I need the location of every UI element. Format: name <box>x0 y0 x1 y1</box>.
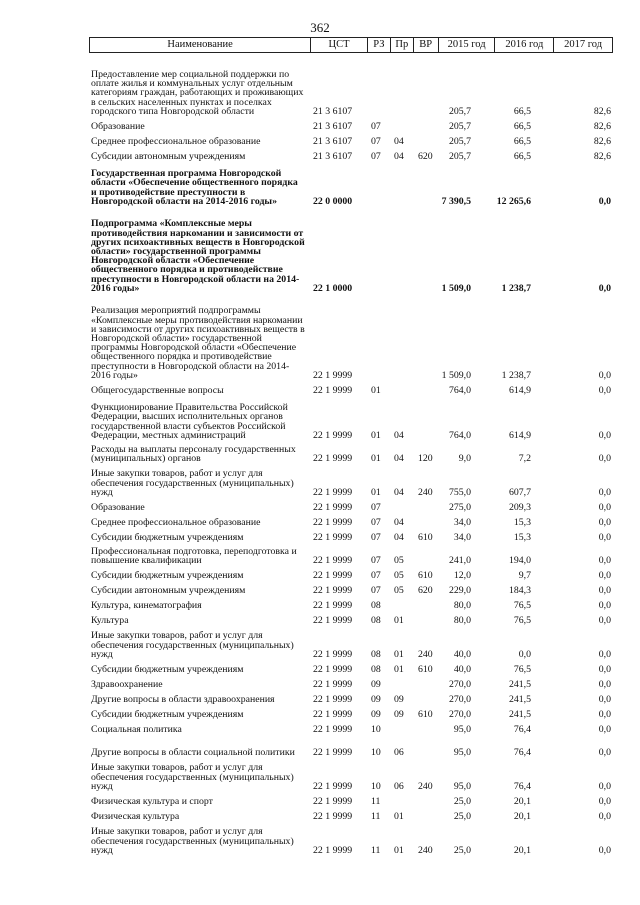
cell-rz: 11 <box>371 810 381 822</box>
table-row <box>89 293 613 380</box>
cell-pr: 06 <box>394 746 404 758</box>
cell-rz: 01 <box>371 429 381 441</box>
table-header <box>89 37 613 53</box>
cell-pr: 01 <box>394 648 404 660</box>
cell-y2017: 82,6 <box>593 105 611 117</box>
cell-y2016: 20,1 <box>513 795 531 807</box>
cell-y2015: 95,0 <box>453 723 471 735</box>
cell-rz: 07 <box>371 554 381 566</box>
cell-y2017: 0,0 <box>598 516 611 528</box>
cell-y2016: 209,3 <box>508 501 531 513</box>
cell-rz: 01 <box>371 452 381 464</box>
cell-vr: 610 <box>418 663 433 675</box>
cell-vr: 610 <box>418 569 433 581</box>
cell-name: Среднее профессиональное образование <box>91 516 261 528</box>
cell-rz: 10 <box>371 723 381 735</box>
table-row <box>89 565 613 580</box>
cell-vr: 620 <box>418 584 433 596</box>
cell-y2015: 205,7 <box>448 150 471 162</box>
cell-cst: 22 1 9999 <box>313 844 353 856</box>
cell-y2015: 25,0 <box>453 844 471 856</box>
cell-vr: 240 <box>418 844 433 856</box>
table-row <box>89 395 613 440</box>
cell-pr: 05 <box>394 554 404 566</box>
cell-cst: 22 1 9999 <box>313 531 353 543</box>
table-row <box>89 146 613 161</box>
cell-vr: 610 <box>418 708 433 720</box>
cell-name: Социальная политика <box>91 723 182 735</box>
cell-y2016: 76,5 <box>513 614 531 626</box>
cell-rz: 01 <box>371 384 381 396</box>
cell-y2016: 0,0 <box>518 648 531 660</box>
cell-y2017: 0,0 <box>598 195 611 207</box>
cell-y2015: 205,7 <box>448 105 471 117</box>
cell-y2016: 607,7 <box>508 486 531 498</box>
cell-cst: 22 1 9999 <box>313 501 353 513</box>
table-row <box>89 610 613 625</box>
cell-y2015: 270,0 <box>448 708 471 720</box>
cell-y2017: 0,0 <box>598 599 611 611</box>
cell-name: Субсидии бюджетным учреждениям <box>91 708 244 720</box>
cell-name: Иные закупки товаров, работ и услуг для обеспечения государственных (муниципальных) нужд <box>91 826 294 856</box>
cell-y2016: 76,4 <box>513 723 531 735</box>
cell-y2015: 34,0 <box>453 531 471 543</box>
cell-name: Иные закупки товаров, работ и услуг для обеспечения государственных (муниципальных) нужд <box>91 762 294 792</box>
cell-y2016: 20,1 <box>513 844 531 856</box>
cell-name: Здравоохранение <box>91 678 163 690</box>
cell-y2017: 0,0 <box>598 452 611 464</box>
table-row <box>89 719 613 734</box>
budget-table <box>89 37 613 856</box>
cell-cst: 22 1 0000 <box>313 282 353 294</box>
cell-pr: 09 <box>394 693 404 705</box>
cell-y2015: 80,0 <box>453 614 471 626</box>
cell-y2016: 1 238,7 <box>501 369 531 381</box>
cell-pr: 01 <box>394 810 404 822</box>
cell-y2016: 194,0 <box>508 554 531 566</box>
cell-name: Культура, кинематография <box>91 599 202 611</box>
cell-y2015: 270,0 <box>448 693 471 705</box>
cell-rz: 09 <box>371 678 381 690</box>
cell-rz: 01 <box>371 486 381 498</box>
table-row <box>89 791 613 806</box>
cell-y2017: 0,0 <box>598 584 611 596</box>
cell-rz: 08 <box>371 614 381 626</box>
cell-pr: 01 <box>394 663 404 675</box>
cell-y2015: 275,0 <box>448 501 471 513</box>
cell-name: Функционирование Правительства Российской Федерации, высших исполнительных органов государственной власти субъектов Российской Федерации, местных администраций <box>91 402 288 441</box>
cell-pr: 04 <box>394 429 404 441</box>
cell-cst: 22 1 9999 <box>313 693 353 705</box>
cell-vr: 240 <box>418 648 433 660</box>
cell-cst: 21 3 6107 <box>313 120 353 132</box>
cell-rz: 07 <box>371 569 381 581</box>
cell-rz: 10 <box>371 746 381 758</box>
cell-y2016: 66,5 <box>513 135 531 147</box>
cell-y2015: 34,0 <box>453 516 471 528</box>
table-row <box>89 734 613 757</box>
cell-y2015: 1 509,0 <box>441 282 471 294</box>
cell-name: Субсидии автономным учреждениям <box>91 584 246 596</box>
cell-y2015: 12,0 <box>453 569 471 581</box>
cell-name: Иные закупки товаров, работ и услуг для обеспечения государственных (муниципальных) нужд <box>91 630 294 660</box>
cell-cst: 21 3 6107 <box>313 135 353 147</box>
cell-y2015: 25,0 <box>453 810 471 822</box>
cell-cst: 22 1 9999 <box>313 663 353 675</box>
header-vr: ВР <box>414 38 439 52</box>
cell-y2015: 205,7 <box>448 135 471 147</box>
header-name: Наименование <box>90 38 311 52</box>
cell-rz: 08 <box>371 599 381 611</box>
cell-rz: 11 <box>371 795 381 807</box>
cell-y2017: 0,0 <box>598 708 611 720</box>
cell-rz: 07 <box>371 501 381 513</box>
table-row <box>89 580 613 595</box>
cell-y2017: 0,0 <box>598 723 611 735</box>
cell-y2016: 241,5 <box>508 693 531 705</box>
cell-pr: 05 <box>394 584 404 596</box>
cell-name: Субсидии автономным учреждениям <box>91 150 246 162</box>
table-row <box>89 821 613 855</box>
cell-y2016: 241,5 <box>508 708 531 720</box>
cell-y2016: 1 238,7 <box>501 282 531 294</box>
table-row <box>89 757 613 791</box>
cell-cst: 22 1 9999 <box>313 780 353 792</box>
table-row <box>89 512 613 527</box>
cell-cst: 22 1 9999 <box>313 429 353 441</box>
cell-y2015: 40,0 <box>453 663 471 675</box>
table-row <box>89 689 613 704</box>
cell-y2015: 95,0 <box>453 780 471 792</box>
table-row <box>89 463 613 497</box>
cell-y2016: 12 265,6 <box>496 195 531 207</box>
cell-name: Физическая культура и спорт <box>91 795 213 807</box>
cell-y2016: 614,9 <box>508 384 531 396</box>
cell-y2016: 241,5 <box>508 678 531 690</box>
cell-cst: 22 1 9999 <box>313 708 353 720</box>
cell-y2016: 66,5 <box>513 105 531 117</box>
header-rz: РЗ <box>368 38 391 52</box>
cell-y2017: 0,0 <box>598 569 611 581</box>
cell-rz: 07 <box>371 531 381 543</box>
cell-cst: 22 1 9999 <box>313 486 353 498</box>
header-pr: Пр <box>391 38 414 52</box>
cell-cst: 22 1 9999 <box>313 795 353 807</box>
table-row <box>89 674 613 689</box>
cell-cst: 22 1 9999 <box>313 599 353 611</box>
cell-rz: 07 <box>371 120 381 132</box>
cell-y2017: 0,0 <box>598 554 611 566</box>
cell-cst: 21 3 6107 <box>313 105 353 117</box>
cell-y2017: 0,0 <box>598 486 611 498</box>
cell-cst: 22 0 0000 <box>313 195 353 207</box>
cell-cst: 22 1 9999 <box>313 746 353 758</box>
cell-cst: 22 1 9999 <box>313 584 353 596</box>
cell-name: Образование <box>91 120 145 132</box>
cell-pr: 04 <box>394 150 404 162</box>
cell-rz: 09 <box>371 708 381 720</box>
cell-y2017: 0,0 <box>598 795 611 807</box>
cell-name: Другие вопросы в области здравоохранения <box>91 693 275 705</box>
cell-pr: 04 <box>394 135 404 147</box>
cell-pr: 04 <box>394 486 404 498</box>
cell-y2017: 0,0 <box>598 678 611 690</box>
cell-name: Образование <box>91 501 145 513</box>
cell-cst: 22 1 9999 <box>313 516 353 528</box>
cell-name: Общегосударственные вопросы <box>91 384 224 396</box>
cell-y2016: 15,3 <box>513 531 531 543</box>
cell-rz: 08 <box>371 648 381 660</box>
cell-vr: 620 <box>418 150 433 162</box>
cell-y2017: 0,0 <box>598 663 611 675</box>
cell-cst: 22 1 9999 <box>313 678 353 690</box>
table-row <box>89 206 613 293</box>
cell-cst: 22 1 9999 <box>313 369 353 381</box>
cell-name: Субсидии бюджетным учреждениям <box>91 531 244 543</box>
cell-y2016: 66,5 <box>513 150 531 162</box>
cell-y2016: 614,9 <box>508 429 531 441</box>
table-row <box>89 380 613 395</box>
cell-y2017: 0,0 <box>598 282 611 294</box>
cell-rz: 07 <box>371 135 381 147</box>
table-row <box>89 625 613 659</box>
cell-y2015: 95,0 <box>453 746 471 758</box>
cell-pr: 04 <box>394 531 404 543</box>
cell-name: Среднее профессиональное образование <box>91 135 261 147</box>
table-row <box>89 440 613 463</box>
cell-pr: 05 <box>394 569 404 581</box>
cell-rz: 11 <box>371 844 381 856</box>
cell-pr: 01 <box>394 844 404 856</box>
cell-cst: 22 1 9999 <box>313 810 353 822</box>
table-row <box>89 116 613 131</box>
cell-cst: 22 1 9999 <box>313 554 353 566</box>
cell-y2017: 82,6 <box>593 120 611 132</box>
cell-y2017: 0,0 <box>598 810 611 822</box>
cell-y2017: 0,0 <box>598 531 611 543</box>
cell-rz: 07 <box>371 150 381 162</box>
cell-pr: 06 <box>394 780 404 792</box>
cell-y2016: 76,4 <box>513 780 531 792</box>
cell-y2017: 0,0 <box>598 780 611 792</box>
cell-y2015: 764,0 <box>448 429 471 441</box>
cell-y2017: 0,0 <box>598 648 611 660</box>
header-2015: 2015 год <box>439 38 496 52</box>
cell-y2017: 0,0 <box>598 614 611 626</box>
table-row <box>89 161 613 206</box>
cell-name: Субсидии бюджетным учреждениям <box>91 569 244 581</box>
cell-name: Профессиональная подготовка, переподготовка и повышение квалификации <box>91 545 297 566</box>
cell-y2017: 0,0 <box>598 429 611 441</box>
header-2017: 2017 год <box>564 39 603 50</box>
cell-rz: 08 <box>371 663 381 675</box>
cell-y2015: 9,0 <box>458 452 471 464</box>
cell-vr: 610 <box>418 531 433 543</box>
cell-y2015: 241,0 <box>448 554 471 566</box>
header-cst: ЦСТ <box>311 38 368 52</box>
cell-name: Другие вопросы в области социальной политики <box>91 746 295 758</box>
cell-name: Государственная программа Новгородской области «Обеспечение общественного порядка и противодействие преступности в Новгородской области на 2014-2016 годы» <box>91 168 298 207</box>
cell-name: Расходы на выплаты персоналу государственных (муниципальных) органов <box>91 443 296 464</box>
cell-y2016: 76,5 <box>513 599 531 611</box>
cell-name: Реализация мероприятий подпрограммы «Комплексные меры противодействия наркомании и зависимости от других психоактивных веществ в Новгородской области» государственной программы Новгородской области «Обеспечение общественного порядка и противодействие преступности в Новгородской области на 2014-2016 годы» <box>91 305 305 381</box>
cell-y2015: 40,0 <box>453 648 471 660</box>
cell-cst: 21 3 6107 <box>313 150 353 162</box>
cell-y2015: 755,0 <box>448 486 471 498</box>
cell-rz: 10 <box>371 780 381 792</box>
cell-cst: 22 1 9999 <box>313 723 353 735</box>
header-2016: 2016 год <box>495 38 554 52</box>
cell-y2015: 205,7 <box>448 120 471 132</box>
cell-cst: 22 1 9999 <box>313 648 353 660</box>
table-row <box>89 704 613 719</box>
cell-y2016: 15,3 <box>513 516 531 528</box>
cell-y2015: 1 509,0 <box>441 369 471 381</box>
table-row <box>89 659 613 674</box>
cell-cst: 22 1 9999 <box>313 569 353 581</box>
cell-y2015: 25,0 <box>453 795 471 807</box>
cell-name: Предоставление мер социальной поддержки по оплате жилья и коммунальных услуг отдельным категориям граждан, работающих и проживающих в сельских населенных пунктах и поселках городского типа Новгородской области <box>91 68 304 117</box>
cell-cst: 22 1 9999 <box>313 384 353 396</box>
cell-y2016: 20,1 <box>513 810 531 822</box>
cell-name: Культура <box>91 614 129 626</box>
cell-pr: 04 <box>394 452 404 464</box>
cell-pr: 01 <box>394 614 404 626</box>
cell-y2015: 270,0 <box>448 678 471 690</box>
cell-y2016: 184,3 <box>508 584 531 596</box>
cell-y2016: 7,2 <box>518 452 531 464</box>
cell-y2016: 66,5 <box>513 120 531 132</box>
cell-y2016: 76,4 <box>513 746 531 758</box>
cell-name: Субсидии бюджетным учреждениям <box>91 663 244 675</box>
cell-rz: 07 <box>371 584 381 596</box>
page-number: 362 <box>310 20 330 35</box>
cell-pr: 04 <box>394 516 404 528</box>
cell-name: Иные закупки товаров, работ и услуг для обеспечения государственных (муниципальных) нужд <box>91 468 294 498</box>
cell-y2015: 80,0 <box>453 599 471 611</box>
cell-y2017: 0,0 <box>598 746 611 758</box>
table-row <box>89 131 613 146</box>
cell-rz: 09 <box>371 693 381 705</box>
cell-y2016: 76,5 <box>513 663 531 675</box>
table-row <box>89 595 613 610</box>
cell-name: Подпрограмма «Комплексные меры противодействия наркомании и зависимости от других психоактивных веществ в Новгородской области» государственной программы Новгородской области «Обеспечение общественного порядка и противодействие преступности в Новгородской области на 2014-2016 годы» <box>91 218 305 294</box>
cell-vr: 240 <box>418 486 433 498</box>
table-row <box>89 806 613 821</box>
cell-y2017: 0,0 <box>598 384 611 396</box>
cell-y2016: 9,7 <box>518 569 531 581</box>
cell-y2015: 764,0 <box>448 384 471 396</box>
table-row <box>89 54 613 116</box>
table-row <box>89 542 613 565</box>
cell-y2017: 0,0 <box>598 844 611 856</box>
cell-y2017: 82,6 <box>593 135 611 147</box>
cell-name: Физическая культура <box>91 810 180 822</box>
cell-cst: 22 1 9999 <box>313 452 353 464</box>
cell-y2017: 82,6 <box>593 150 611 162</box>
table-row <box>89 497 613 512</box>
cell-vr: 120 <box>418 452 433 464</box>
cell-vr: 240 <box>418 780 433 792</box>
cell-y2017: 0,0 <box>598 501 611 513</box>
cell-y2017: 0,0 <box>598 693 611 705</box>
table-row <box>89 527 613 542</box>
cell-pr: 09 <box>394 708 404 720</box>
cell-y2015: 7 390,5 <box>441 195 471 207</box>
cell-y2017: 0,0 <box>598 369 611 381</box>
cell-cst: 22 1 9999 <box>313 614 353 626</box>
cell-y2015: 229,0 <box>448 584 471 596</box>
cell-rz: 07 <box>371 516 381 528</box>
